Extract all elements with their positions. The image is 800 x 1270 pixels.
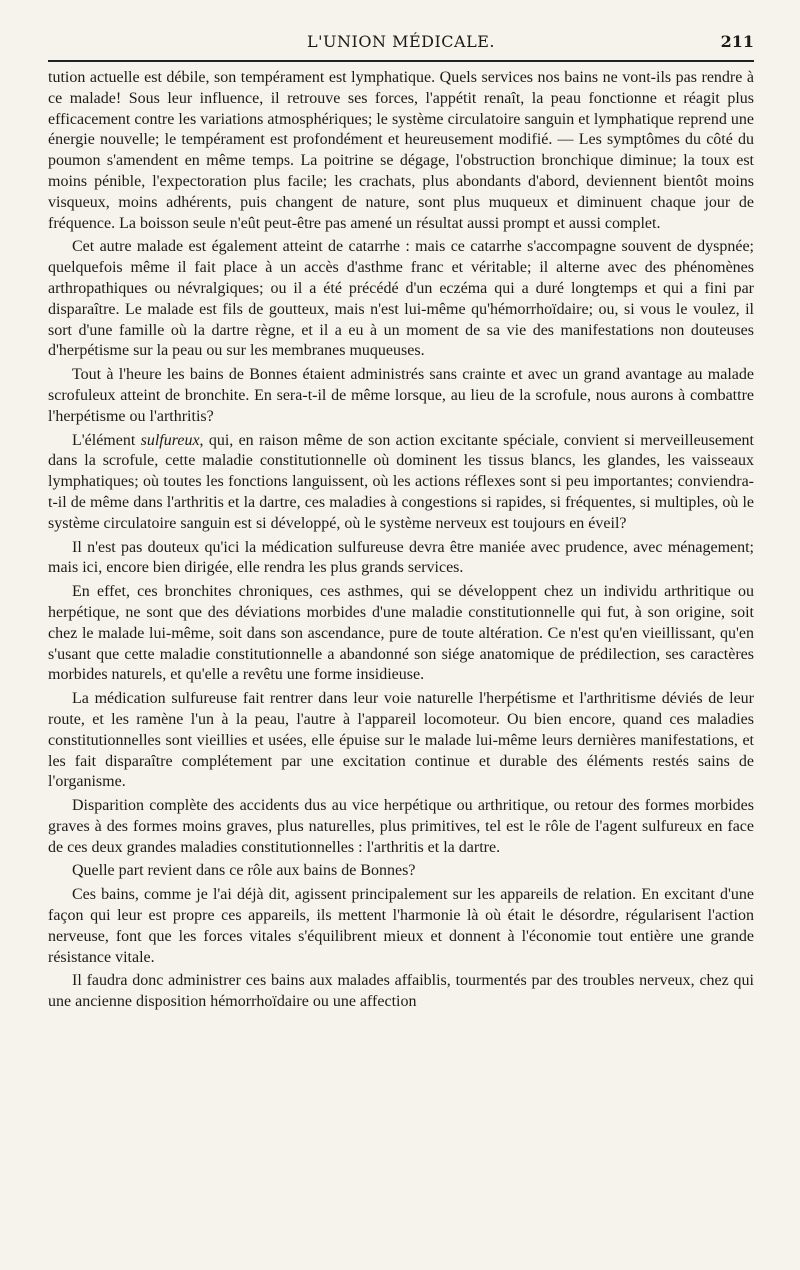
paragraph: Tout à l'heure les bains de Bonnes étaient administrés sans crainte et avec un grand avantage au malade scrofuleux atteint de bronchite. En sera-t-il de même lorsque, au lieu de la scrofule, nous aurons à combattre l'herpétisme ou l'arthritis? xyxy=(48,366,754,425)
paragraph-text: L'élément xyxy=(72,431,141,449)
page-number: 211 xyxy=(720,32,754,51)
journal-page xyxy=(48,28,754,1248)
article-body xyxy=(48,68,754,1013)
paragraph xyxy=(48,431,754,535)
paragraph: Il n'est pas douteux qu'ici la médication sulfureuse devra être maniée avec prudence, avec ménagement; mais ici, encore bien dirigée, elle rendra les plus grands services. xyxy=(48,538,754,577)
paragraph: Disparition complète des accidents dus au vice herpétique ou arthritique, ou retour des formes morbides graves à des formes moins graves, plus naturelles, plus primitives, tel est le rôle de l'agent sulfureux en face de ces deux grandes maladies constitutionnelles : l'arthritis et la dartre. xyxy=(48,797,754,856)
header-rule xyxy=(48,60,754,62)
paragraph: La médication sulfureuse fait rentrer dans leur voie naturelle l'herpétisme et l'arthritisme déviés de leur route, et les ramène l'un à la peau, l'autre à l'appareil locomoteur. Ou bien encore, quand ces maladies constitutionnelles sont vieillies et usées, elle épuise sur le malade lui-même leurs dernières manifestations, et les fait disparaître complétement par une excitation continue et durable des éléments restés sains de l'organisme. xyxy=(48,690,754,791)
paragraph: Cet autre malade est également atteint de catarrhe : mais ce catarrhe s'accompagne souvent de dyspnée; quelquefois même il fait place à un accès d'asthme franc et véritable; il alterne avec des phénomènes arthropathiques ou névralgiques; ou il a été précédé d'un eczéma qui a duré longtemps et qui a fini par disparaître. Le malade est fils de goutteux, mais n'est lui-même qu'hémorrhoïdaire; ou, si vous le voulez, il sort d'une famille où la dartre règne, et il a eu à un moment de sa vie des manifestations non douteuses d'herpétisme sur la peau ou sur les membranes muqueuses. xyxy=(48,238,754,360)
paragraph: Il faudra donc administrer ces bains aux malades affaiblis, tourmentés par des troubles nerveux, chez qui une ancienne disposition hémorrhoïdaire ou une affection xyxy=(48,972,754,1011)
paragraph: Quelle part revient dans ce rôle aux bains de Bonnes? xyxy=(72,862,416,880)
paragraph-text: , qui, en raison même de son action excitante spéciale, convient si merveilleusement dans la scrofule, cette maladie constitutionnelle où dominent les tissus blancs, les glandes, les vaisseaux lymphatiques; où toutes les fonctions languissent, où les actions réflexes sont si peu importantes; conviendra-t-il de même dans l'arthritis et la dartre, ces maladies à congestions si rapides, si fréquentes, si multiples, où le système circulatoire sanguin est si développé, où le système nerveux est toujours en éveil? xyxy=(48,431,754,532)
paragraph: Ces bains, comme je l'ai déjà dit, agissent principalement sur les appareils de relation. En excitant d'une façon qui leur est propre ces appareils, ils mettent l'harmonie là où était le désordre, régularisent l'action nerveuse, font que les forces vitales s'équilibrent mieux et donnent à l'économie tout entière une grande résistance vitale. xyxy=(48,886,754,966)
italic-term: sulfureux xyxy=(140,431,200,449)
paragraph: En effet, ces bronchites chroniques, ces asthmes, qui se développent chez un individu arthritique ou herpétique, ne sont que des déviations morbides d'une maladie constitutionnelle qui fut, à son origine, soit chez le malade lui-même, soit dans son ascendance, pure de toute altération. Ce n'est qu'en vieillissant, qu'en s'usant que cette maladie constitutionnelle a abandonné son siége anatomique de prédilection, ses caractères morbides naturels, et qu'elle a revêtu une forme insidieuse. xyxy=(48,583,754,684)
running-title: L'UNION MÉDICALE. xyxy=(307,32,495,51)
paragraph: tution actuelle est débile, son tempérament est lymphatique. Quels services nos bains ne vont-ils pas rendre à ce malade! Sous leur influence, il retrouve ses forces, l'appétit renaît, la peau fonctionne et réagit plus efficacement contre les variations atmosphériques; le système circulatoire sanguin et lymphatique reprend une énergie nouvelle; le tempérament est profondément et heureusement modifié. — Les symptômes du côté du poumon s'amendent en même temps. La poitrine se dégage, l'obstruction bronchique diminue; la toux est moins pénible, l'expectoration plus facile; les crachats, plus abondants d'abord, deviennent bientôt moins visqueux, moins adhérents, puis changent de nature, sont plus muqueux et diminuent chaque jour de fréquence. La boisson seule n'eût peut-être pas amené un résultat aussi prompt et aussi complet. xyxy=(48,69,754,232)
running-head xyxy=(48,28,754,58)
